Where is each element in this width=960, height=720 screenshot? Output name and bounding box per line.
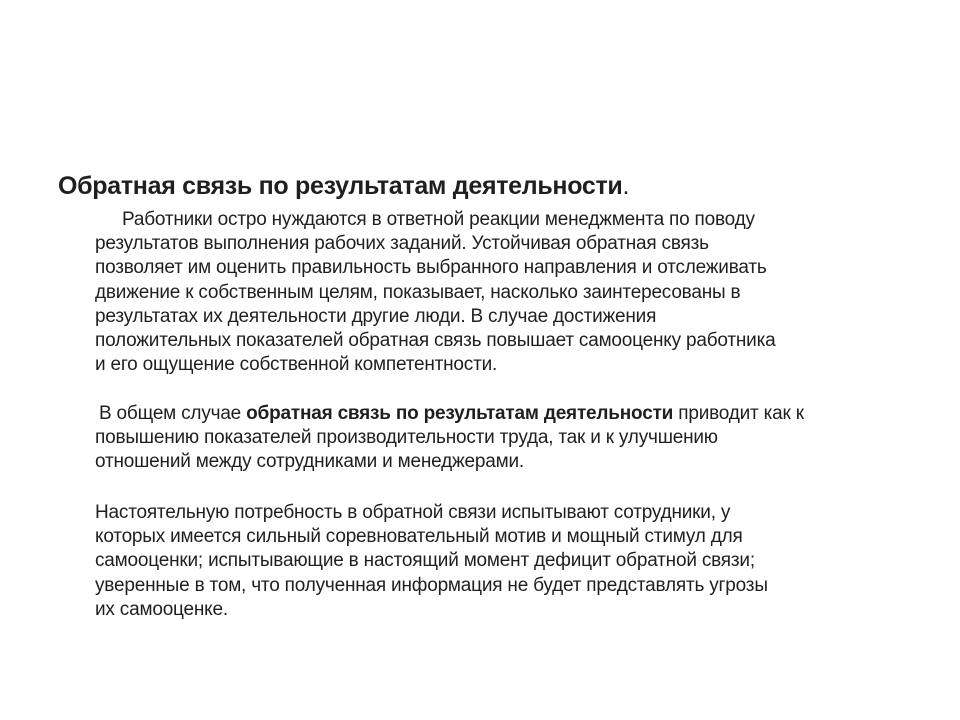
slide-heading — [58, 171, 918, 201]
paragraph-2-bold-term: обратная связь по результатам деятельности — [246, 403, 674, 424]
paragraph-2 — [95, 402, 905, 475]
paragraph-2-line: повышению показателей производительности труда, так и к улучшению — [95, 427, 718, 449]
paragraph-2-suffix: приводит как к — [673, 403, 804, 424]
paragraph-1-line: движение к собственным целям, показывает, насколько заинтересованы в — [95, 281, 741, 303]
paragraph-3-line: Настоятельную потребность в обратной связи испытывают сотрудники, у — [95, 502, 731, 523]
paragraph-1-line: и его ощущение собственной компетентности. — [95, 354, 498, 376]
paragraph-3-line: самооценки; испытывающие в настоящий момент дефицит обратной связи; — [95, 550, 755, 572]
paragraph-2-prefix: В общем случае — [99, 403, 247, 424]
paragraph-2-line: отношений между сотрудниками и менеджерами. — [95, 451, 524, 473]
paragraph-1-line: результатах их деятельности другие люди. В случае достижения — [95, 305, 657, 327]
paragraph-3-line: их самооценке. — [95, 598, 228, 620]
paragraph-3-line: уверенные в том, что полученная информация не будет представлять угрозы — [95, 574, 768, 596]
paragraph-1-line: положительных показателей обратная связь повышает самооценку работника — [95, 330, 776, 352]
heading-text: Обратная связь по результатам деятельности — [58, 172, 623, 200]
paragraph-2-first-line — [95, 402, 905, 426]
paragraph-3-line: которых имеется сильный соревновательный мотив и мощный стимул для — [95, 526, 743, 548]
paragraph-1-line: позволяет им оценить правильность выбранного направления и отслеживать — [95, 257, 767, 279]
heading-dot: . — [622, 172, 630, 200]
paragraph-1-line: Работники остро нуждаются в ответной реакции менеджмента по поводу — [122, 209, 755, 230]
paragraph-3 — [95, 501, 905, 622]
paragraph-1-line: результатов выполнения рабочих заданий. Устойчивая обратная связь — [95, 233, 709, 255]
paragraph-1 — [95, 208, 905, 377]
